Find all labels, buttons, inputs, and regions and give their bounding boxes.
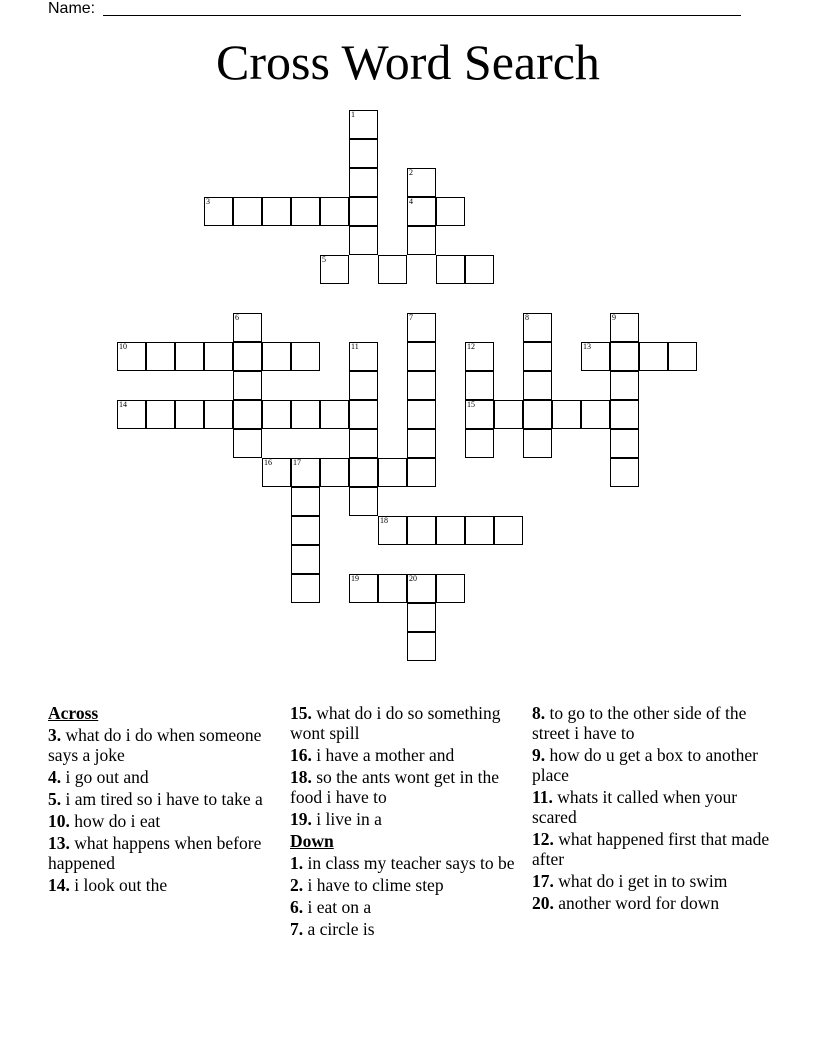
grid-cell[interactable] [407, 168, 436, 197]
down-heading: Down [290, 831, 334, 851]
grid-cell[interactable] [465, 342, 494, 371]
grid-cell[interactable] [465, 371, 494, 400]
grid-cell[interactable] [320, 197, 349, 226]
grid-cell[interactable] [407, 313, 436, 342]
grid-cell[interactable] [146, 400, 175, 429]
grid-cell[interactable] [523, 313, 552, 342]
clue-column-3 [532, 703, 772, 915]
clue-down-9: 9. how do u get a box to another place [532, 745, 758, 785]
grid-cell[interactable] [407, 516, 436, 545]
grid-cell[interactable] [349, 226, 378, 255]
grid-cell[interactable] [262, 342, 291, 371]
clue-down-8: 8. to go to the other side of the street i have to [532, 703, 747, 743]
grid-cell[interactable] [349, 371, 378, 400]
grid-cell[interactable] [436, 516, 465, 545]
grid-cell[interactable] [407, 226, 436, 255]
clue-number: 4 [409, 197, 413, 206]
grid-cell[interactable] [175, 342, 204, 371]
grid-cell[interactable] [378, 574, 407, 603]
grid-cell[interactable] [465, 400, 494, 429]
grid-cell[interactable] [349, 458, 378, 487]
grid-cell[interactable] [349, 197, 378, 226]
grid-cell[interactable] [117, 400, 146, 429]
grid-cell[interactable] [291, 458, 320, 487]
grid-cell[interactable] [610, 313, 639, 342]
clue-number: 15 [467, 400, 475, 409]
grid-cell[interactable] [204, 400, 233, 429]
clue-across-19: 19. i live in a [290, 809, 382, 829]
clue-down-7: 7. a circle is [290, 919, 375, 939]
grid-cell[interactable] [407, 371, 436, 400]
clue-number: 10 [119, 342, 127, 351]
clue-number: 2 [409, 168, 413, 177]
grid-cell[interactable] [610, 342, 639, 371]
clue-down-6: 6. i eat on a [290, 897, 372, 917]
grid-cell[interactable] [523, 371, 552, 400]
grid-cell[interactable] [291, 400, 320, 429]
clue-number: 5 [322, 255, 326, 264]
clue-number: 14 [119, 400, 127, 409]
grid-cell[interactable] [581, 342, 610, 371]
grid-cell[interactable] [610, 371, 639, 400]
grid-cell[interactable] [436, 255, 465, 284]
page-title: Cross Word Search [216, 34, 600, 90]
clue-number: 8 [525, 313, 529, 322]
clue-down-11: 11. whats it called when your scared [532, 787, 738, 827]
grid-cell[interactable] [146, 342, 175, 371]
grid-cell[interactable] [349, 342, 378, 371]
clue-number: 16 [264, 458, 272, 467]
grid-cell[interactable] [291, 574, 320, 603]
grid-cell[interactable] [233, 371, 262, 400]
clue-across-10: 10. how do i eat [48, 811, 161, 831]
grid-cell[interactable] [262, 400, 291, 429]
grid-cell[interactable] [523, 429, 552, 458]
grid-cell[interactable] [349, 139, 378, 168]
grid-cell[interactable] [465, 255, 494, 284]
grid-cell[interactable] [465, 516, 494, 545]
grid-cell[interactable] [291, 516, 320, 545]
grid-cell[interactable] [523, 342, 552, 371]
grid-cell[interactable] [378, 458, 407, 487]
grid-cell[interactable] [262, 458, 291, 487]
clue-number: 19 [351, 574, 359, 583]
clue-across-13: 13. what happens when before happened [48, 833, 262, 873]
clue-number: 20 [409, 574, 417, 583]
grid-cell[interactable] [407, 603, 436, 632]
grid-cell[interactable] [610, 429, 639, 458]
grid-cell[interactable] [349, 168, 378, 197]
clue-number: 3 [206, 197, 210, 206]
clue-down-20: 20. another word for down [532, 893, 720, 913]
grid-cell[interactable] [407, 400, 436, 429]
clue-down-1: 1. in class my teacher says to be [290, 853, 515, 873]
grid-cell[interactable] [175, 400, 204, 429]
grid-cell[interactable] [436, 574, 465, 603]
clue-column-2 [290, 703, 515, 941]
grid-cell[interactable] [204, 342, 233, 371]
clue-number: 11 [351, 342, 359, 351]
clue-down-12: 12. what happened first that made after [532, 829, 770, 869]
grid-cell[interactable] [349, 110, 378, 139]
clue-column-1 [48, 703, 273, 897]
grid-cell[interactable] [349, 574, 378, 603]
clue-number: 7 [409, 313, 413, 322]
grid-cell[interactable] [610, 400, 639, 429]
grid-cell[interactable] [291, 342, 320, 371]
grid-cell[interactable] [320, 255, 349, 284]
grid-cell[interactable] [407, 458, 436, 487]
grid-cell[interactable] [233, 197, 262, 226]
grid-cell[interactable] [610, 458, 639, 487]
grid-cell[interactable] [204, 197, 233, 226]
grid-cell[interactable] [639, 342, 668, 371]
clue-across-4: 4. i go out and [48, 767, 149, 787]
grid-cell[interactable] [233, 429, 262, 458]
clue-down-17: 17. what do i get in to swim [532, 871, 728, 891]
clue-number: 18 [380, 516, 388, 525]
grid-cell[interactable] [465, 429, 494, 458]
grid-cell[interactable] [523, 400, 552, 429]
grid-cell[interactable] [407, 632, 436, 661]
grid-cell[interactable] [436, 197, 465, 226]
grid-cell[interactable] [494, 516, 523, 545]
grid-cell[interactable] [349, 400, 378, 429]
grid-cell[interactable] [320, 400, 349, 429]
grid-cell[interactable] [407, 197, 436, 226]
clue-number: 6 [235, 313, 239, 322]
grid-cell[interactable] [233, 342, 262, 371]
clue-down-2: 2. i have to clime step [290, 875, 444, 895]
clue-number: 12 [467, 342, 475, 351]
name-label: Name: [48, 0, 96, 17]
clue-number: 9 [612, 313, 616, 322]
grid-cell[interactable] [320, 458, 349, 487]
clue-number: 1 [351, 110, 355, 119]
grid-cell[interactable] [117, 342, 146, 371]
grid-cell[interactable] [378, 255, 407, 284]
grid-cell[interactable] [407, 342, 436, 371]
grid-cell[interactable] [581, 400, 610, 429]
grid-cell[interactable] [668, 342, 697, 371]
grid-cell[interactable] [407, 429, 436, 458]
grid-cell[interactable] [233, 400, 262, 429]
grid-cell[interactable] [291, 545, 320, 574]
grid-cell[interactable] [349, 487, 378, 516]
clue-number: 13 [583, 342, 591, 351]
grid-cell[interactable] [494, 400, 523, 429]
name-field[interactable] [103, 15, 741, 16]
clue-across-3: 3. what do i do when someone says a joke [48, 725, 262, 765]
clue-number: 17 [293, 458, 301, 467]
grid-cell[interactable] [262, 197, 291, 226]
grid-cell[interactable] [552, 400, 581, 429]
clue-across-15: 15. what do i do so something wont spill [290, 703, 501, 743]
grid-cell[interactable] [378, 516, 407, 545]
grid-cell[interactable] [349, 429, 378, 458]
clue-across-16: 16. i have a mother and [290, 745, 455, 765]
clue-across-14: 14. i look out the [48, 875, 168, 895]
grid-cell[interactable] [233, 313, 262, 342]
across-heading: Across [48, 703, 99, 723]
grid-cell[interactable] [291, 487, 320, 516]
grid-cell[interactable] [291, 197, 320, 226]
clue-across-18: 18. so the ants wont get in the food i have to [290, 767, 500, 807]
grid-cell[interactable] [407, 574, 436, 603]
clue-across-5: 5. i am tired so i have to take a [48, 789, 263, 809]
